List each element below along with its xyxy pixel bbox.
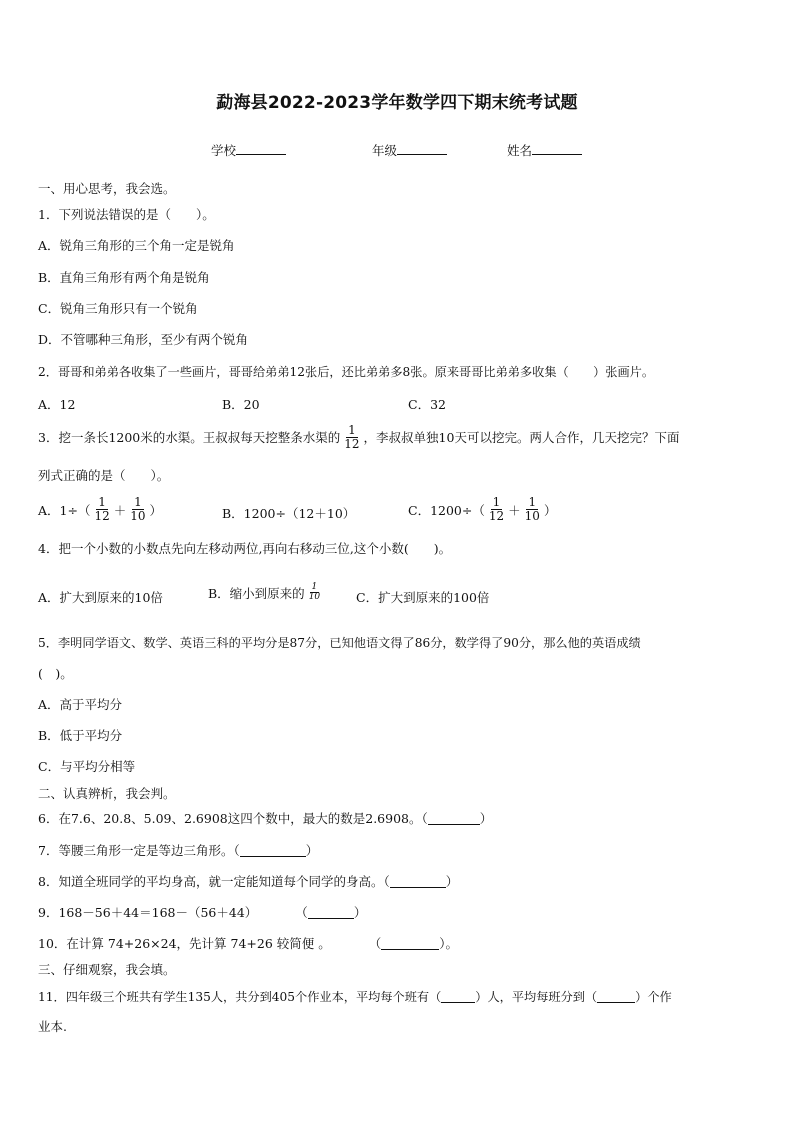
q6-text: 6．在7.6、20.8、5.09、2.6908这四个数中，最大的数是2.6908。（	[38, 811, 428, 826]
q3-a-frac2-den: 10	[130, 509, 146, 523]
q11-post: ）个作	[635, 990, 672, 1004]
q9-answer-blank[interactable]	[308, 906, 354, 919]
q3-a-pre: A．1÷（	[38, 502, 91, 518]
q10-close: ）。	[439, 936, 459, 951]
q2-option-b[interactable]: B．20	[222, 397, 260, 412]
q4-b-frac-num: 1	[311, 582, 318, 592]
q9-text: 9．168－56＋44＝168－（56＋44）	[38, 905, 258, 920]
q4-stem: 4．把一个小数的小数点先向左移动两位,再向右移动三位,这个小数( )。	[38, 541, 452, 556]
q3-option-c[interactable]	[408, 496, 556, 523]
q3-c-pre: C．1200÷（	[408, 502, 485, 518]
q7-close: ）	[305, 843, 319, 858]
school-field[interactable]	[211, 141, 286, 159]
section-2-heading: 二、认真辨析，我会判。	[38, 786, 176, 801]
q1-stem: 1．下列说法错误的是（ ）。	[38, 207, 215, 222]
q3-a-frac1	[92, 496, 111, 523]
name-label: 姓名	[507, 143, 533, 158]
q3-frac-den: 12	[344, 437, 360, 451]
q8-answer-blank[interactable]	[390, 875, 446, 888]
q3-stem-fraction	[342, 424, 361, 451]
school-label: 学校	[211, 143, 237, 158]
grade-field[interactable]	[372, 141, 447, 159]
q4-option-b[interactable]	[208, 583, 324, 602]
q3-stem	[38, 424, 679, 451]
q3-c-frac1-num: 1	[492, 495, 501, 509]
q1-option-a[interactable]: A．锐角三角形的三个角一定是锐角	[38, 238, 235, 253]
q4-b-frac-den: 10	[308, 592, 321, 602]
q10-answer-blank[interactable]	[381, 937, 439, 950]
q3-frac-num: 1	[348, 423, 356, 437]
q10-text: 10．在计算 74+26×24，先计算 74+26 较简便 。	[38, 936, 331, 951]
section-3-heading: 三、仔细观察，我会填。	[38, 962, 176, 977]
q6-close: ）	[479, 811, 493, 826]
q8-text: 8．知道全班同学的平均身高，就一定能知道每个同学的身高。（	[38, 874, 390, 889]
q11-line2: 业本.	[38, 1019, 67, 1034]
q1-option-d[interactable]: D．不管哪种三角形，至少有两个锐角	[38, 332, 249, 347]
q4-b-fraction	[307, 583, 322, 602]
q3-c-frac2-den: 10	[524, 509, 540, 523]
q10-line	[38, 936, 458, 952]
q2-option-a[interactable]: A．12	[38, 397, 76, 412]
q9-open: （	[295, 905, 308, 920]
q3-a-frac1-den: 12	[94, 509, 110, 523]
q9-line	[38, 905, 366, 921]
school-blank[interactable]	[236, 142, 286, 155]
q3-option-a[interactable]	[38, 496, 162, 523]
q11-pre: 11．四年级三个班共有学生135人，共分到405个作业本，平均每个班有（	[38, 990, 442, 1004]
q3-c-plus: ＋	[508, 502, 521, 518]
q6-line	[38, 811, 492, 827]
q1-option-b[interactable]: B．直角三角形有两个角是锐角	[38, 270, 210, 285]
exam-title: 勐海县2022-2023学年数学四下期末统考试题	[216, 93, 578, 113]
q7-text: 7．等腰三角形一定是等边三角形。（	[38, 843, 240, 858]
q7-line	[38, 843, 318, 859]
q8-close: ）	[445, 874, 459, 889]
q3-a-frac1-num: 1	[98, 495, 106, 509]
q3-stem-line2: 列式正确的是（ ）。	[38, 468, 170, 483]
q11-mid: ）人，平均每班分到（	[475, 990, 598, 1004]
q3-a-frac2	[128, 496, 147, 523]
q4-b-pre: B．缩小到原来的	[208, 585, 305, 601]
q2-option-c[interactable]: C．32	[408, 397, 446, 412]
q3-c-post: ）	[543, 502, 557, 518]
section-1-heading: 一、用心思考，我会选。	[38, 181, 176, 196]
q5-stem: 5．李明同学语文、数学、英语三科的平均分是87分，已知他语文得了86分，数学得了90分，那么他的英语成绩	[38, 636, 641, 650]
grade-label: 年级	[372, 143, 398, 158]
q3-stem-post: ，李叔叔单独10天可以挖完。两人合作，几天挖完？下面	[363, 429, 680, 445]
q1-option-c[interactable]: C．锐角三角形只有一个锐角	[38, 301, 198, 316]
q5-option-c[interactable]: C．与平均分相等	[38, 759, 136, 774]
q9-close: ）	[353, 905, 367, 920]
q3-c-frac2-num: 1	[528, 495, 537, 509]
q5-option-a[interactable]: A．高于平均分	[38, 697, 123, 712]
q6-answer-blank[interactable]	[428, 812, 480, 825]
q3-a-post: ）	[149, 502, 163, 518]
q3-a-plus: ＋	[113, 502, 127, 518]
q4-option-a[interactable]: A．扩大到原来的10倍	[38, 590, 163, 605]
q3-option-b[interactable]: B．1200÷（12＋10）	[222, 506, 356, 521]
q3-a-frac2-num: 1	[134, 495, 142, 509]
q2-stem: 2．哥哥和弟弟各收集了一些画片，哥哥给弟弟12张后，还比弟弟多8张。原来哥哥比弟弟多收集（ ）张画片。	[38, 365, 655, 379]
name-field[interactable]	[507, 141, 582, 159]
q3-c-frac2	[523, 496, 542, 523]
q4-option-c[interactable]: C．扩大到原来的100倍	[356, 590, 490, 605]
q10-open: （	[368, 936, 382, 951]
grade-blank[interactable]	[397, 142, 447, 155]
q5-stem-line2: ( )。	[38, 666, 73, 681]
q11-blank-2[interactable]	[597, 990, 635, 1003]
q5-option-b[interactable]: B．低于平均分	[38, 728, 123, 743]
q11-line	[38, 989, 672, 1005]
q7-answer-blank[interactable]	[240, 844, 306, 857]
name-blank[interactable]	[532, 142, 582, 155]
q3-stem-pre: 3．挖一条长1200米的水渠。王叔叔每天挖整条水渠的	[38, 429, 341, 445]
q8-line	[38, 874, 458, 890]
q3-c-frac1	[487, 496, 506, 523]
q3-c-frac1-den: 12	[488, 509, 505, 523]
q11-blank-1[interactable]	[441, 990, 475, 1003]
